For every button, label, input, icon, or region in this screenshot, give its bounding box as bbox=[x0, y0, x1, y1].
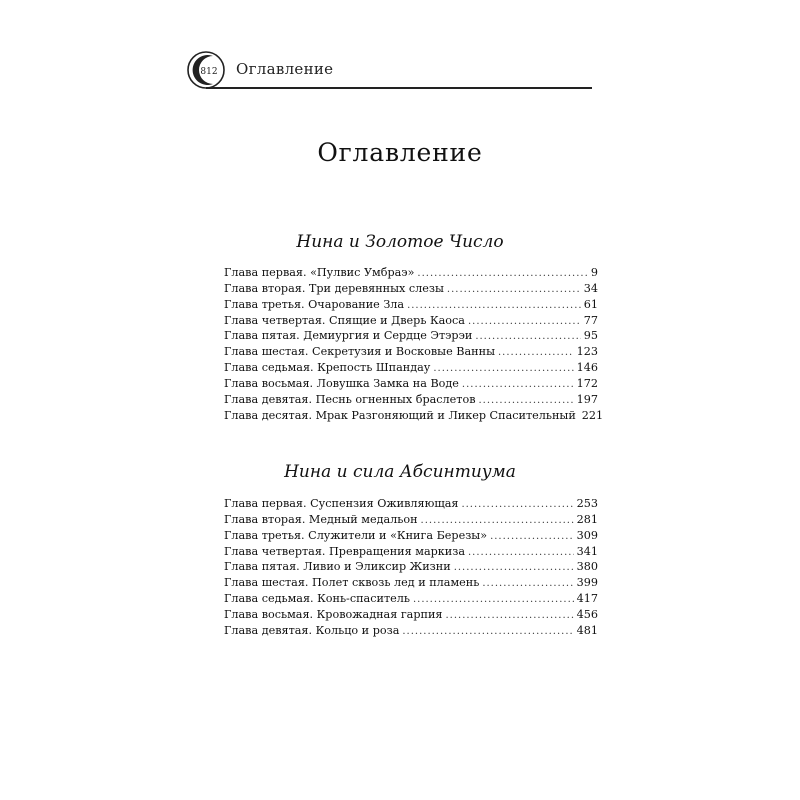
dot-leader bbox=[498, 345, 574, 361]
dot-leader bbox=[462, 377, 574, 393]
chapter-page-number: 221 bbox=[581, 408, 604, 422]
chapter-title: Глава седьмая. Конь-спаситель bbox=[224, 592, 410, 606]
dot-leader bbox=[445, 608, 573, 624]
dot-leader bbox=[413, 592, 574, 608]
toc-entry bbox=[224, 559, 598, 575]
chapter-title: Глава четвертая. Превращения маркиза bbox=[224, 544, 465, 558]
dot-leader bbox=[407, 298, 581, 314]
toc-entry bbox=[224, 297, 598, 313]
toc-entry bbox=[224, 313, 598, 329]
toc-entry bbox=[224, 591, 598, 607]
header-rule bbox=[206, 87, 592, 89]
chapter-title: Глава четвертая. Спящие и Дверь Каоса bbox=[224, 313, 465, 327]
chapter-title: Глава восьмая. Кровожадная гарпия bbox=[224, 607, 443, 621]
chapter-page-number: 481 bbox=[576, 623, 598, 637]
dot-leader bbox=[479, 393, 574, 409]
toc-entry bbox=[224, 528, 598, 544]
dot-leader bbox=[454, 560, 574, 576]
dot-leader bbox=[433, 361, 573, 377]
toc-entry bbox=[224, 328, 598, 344]
chapter-page-number: 77 bbox=[583, 313, 598, 327]
chapter-page-number: 253 bbox=[576, 497, 598, 510]
chapter-page-number: 95 bbox=[583, 329, 598, 343]
chapter-title: Глава вторая. Медный медальон bbox=[224, 512, 418, 526]
chapter-page-number: 417 bbox=[576, 592, 598, 606]
toc-list bbox=[224, 496, 598, 639]
toc-entry bbox=[224, 265, 598, 281]
chapter-page-number: 34 bbox=[583, 281, 598, 295]
chapter-title: Глава шестая. Секретузия и Восковые Ванны bbox=[224, 345, 495, 359]
dot-leader bbox=[468, 545, 574, 561]
chapter-title: Глава девятая. Песнь огненных браслетов bbox=[224, 392, 476, 406]
dot-leader bbox=[490, 529, 574, 545]
dot-leader bbox=[402, 624, 573, 640]
toc-entry bbox=[224, 408, 604, 424]
chapter-page-number: 146 bbox=[576, 361, 598, 375]
chapter-title: Глава шестая. Полет сквозь лед и пламень bbox=[224, 576, 480, 590]
toc-entry bbox=[224, 344, 598, 360]
chapter-title: Глава третья. Служители и «Книга Березы» bbox=[224, 528, 488, 542]
chapter-page-number: 309 bbox=[576, 528, 598, 542]
chapter-title: Глава третья. Очарование Зла bbox=[224, 297, 405, 311]
part-title: Нина и сила Абсинтиума bbox=[284, 462, 516, 482]
toc-list bbox=[224, 265, 604, 423]
chapter-title: Глава вторая. Три деревянных слезы bbox=[224, 281, 444, 295]
chapter-page-number: 172 bbox=[576, 376, 598, 390]
toc-entry bbox=[224, 575, 598, 591]
page-number: 812 bbox=[200, 67, 218, 77]
dot-leader bbox=[468, 314, 581, 330]
chapter-page-number: 9 bbox=[590, 266, 598, 279]
chapter-title: Глава девятая. Кольцо и роза bbox=[224, 623, 400, 637]
toc-entry bbox=[224, 544, 598, 560]
chapter-page-number: 341 bbox=[576, 544, 598, 558]
dot-leader bbox=[482, 576, 573, 592]
chapter-page-number: 197 bbox=[576, 392, 598, 406]
chapter-title: Глава пятая. Ливио и Эликсир Жизни bbox=[224, 560, 451, 574]
running-title: Оглавление bbox=[236, 60, 334, 78]
dot-leader bbox=[461, 497, 573, 513]
toc-entry bbox=[224, 392, 598, 408]
running-header bbox=[186, 50, 606, 92]
toc-entry bbox=[224, 607, 598, 623]
chapter-title: Глава первая. Суспензия Оживляющая bbox=[224, 497, 459, 510]
crescent-moon-emblem bbox=[186, 50, 226, 90]
chapter-title: Глава седьмая. Крепость Шпандау bbox=[224, 361, 431, 375]
toc-entry bbox=[224, 623, 598, 639]
chapter-title: Глава первая. «Пулвис Умбраэ» bbox=[224, 266, 415, 279]
chapter-page-number: 61 bbox=[583, 297, 598, 311]
chapter-page-number: 123 bbox=[576, 345, 598, 359]
toc-entry bbox=[224, 376, 598, 392]
chapter-title: Глава восьмая. Ловушка Замка на Воде bbox=[224, 376, 459, 390]
toc-entry bbox=[224, 512, 598, 528]
dot-leader bbox=[447, 282, 581, 298]
chapter-title: Глава пятая. Демиургия и Сердце Этэрэи bbox=[224, 329, 473, 343]
chapter-page-number: 399 bbox=[576, 576, 598, 590]
part-title: Нина и Золотое Число bbox=[296, 232, 504, 252]
dot-leader bbox=[417, 266, 587, 282]
toc-entry bbox=[224, 281, 598, 297]
page-title: Оглавление bbox=[317, 138, 483, 167]
chapter-page-number: 380 bbox=[576, 560, 598, 574]
chapter-page-number: 281 bbox=[576, 512, 598, 526]
toc-entry bbox=[224, 496, 598, 512]
toc-entry bbox=[224, 360, 598, 376]
chapter-page-number: 456 bbox=[576, 607, 598, 621]
chapter-title: Глава десятая. Мрак Разгоняющий и Ликер Спасительный bbox=[224, 408, 576, 422]
dot-leader bbox=[421, 513, 574, 529]
dot-leader bbox=[475, 329, 580, 345]
